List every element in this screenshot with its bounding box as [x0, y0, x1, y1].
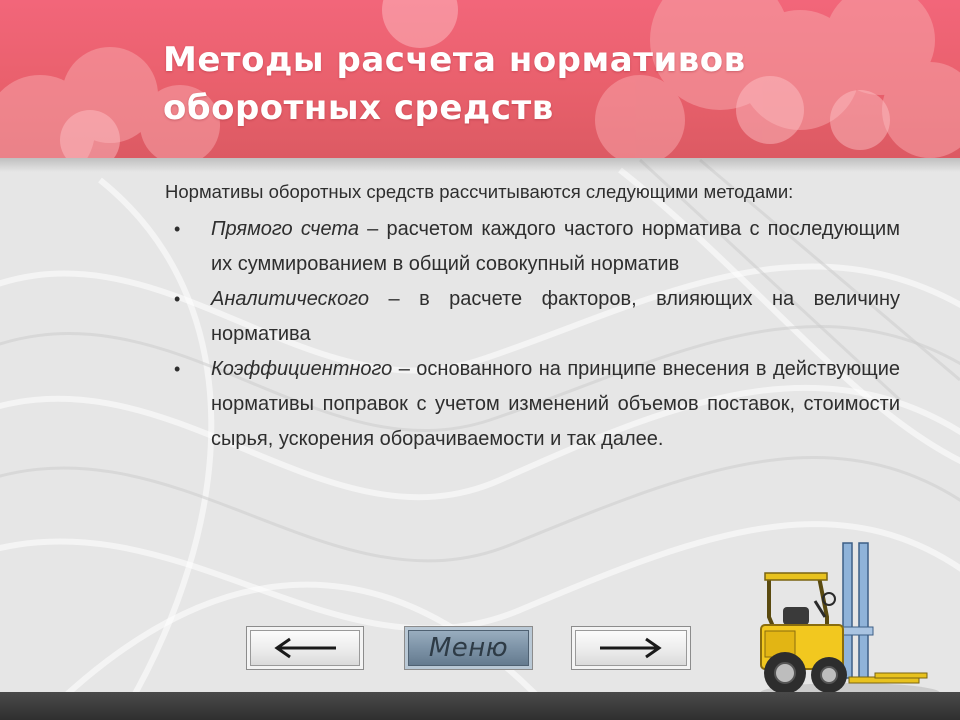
menu-button[interactable]: [404, 626, 533, 670]
left-arrow-icon: [272, 636, 338, 660]
bullet-icon: •: [174, 359, 181, 379]
methods-list: [165, 212, 900, 457]
header-banner: [0, 0, 960, 158]
right-arrow-icon: [598, 636, 664, 660]
list-item: [165, 352, 900, 457]
content-block: [165, 176, 900, 457]
list-item: [165, 282, 900, 352]
method-description: – расчетом каждого частого норматива с последующим их суммированием в общий совокупный норматив: [211, 218, 900, 275]
bullet-icon: •: [174, 289, 181, 309]
intro-text: Нормативы оборотных средств рассчитываются следующими методами:: [165, 181, 794, 202]
menu-button-label: Меню: [428, 633, 509, 663]
method-description: – в расчете факторов, влияющих на величину норматива: [211, 288, 900, 345]
list-item: [165, 212, 900, 282]
method-term: Прямого счета: [211, 218, 359, 240]
bottom-bar: [0, 692, 960, 720]
header-shadow: [0, 158, 960, 172]
bullet-icon: •: [174, 219, 181, 239]
method-term: Коэффициентного: [211, 358, 393, 380]
next-button[interactable]: [571, 626, 691, 670]
page-title: Методы расчета нормативов оборотных средств: [163, 40, 746, 128]
forklift-icon: [755, 535, 955, 710]
back-button[interactable]: [246, 626, 364, 670]
method-description: – основанного на принципе внесения в действующие нормативы поправок с учетом изменений объемов поставок, стоимости сырья, ускорения оборачиваемости и так далее.: [211, 358, 900, 450]
method-term: Аналитического: [211, 288, 370, 310]
